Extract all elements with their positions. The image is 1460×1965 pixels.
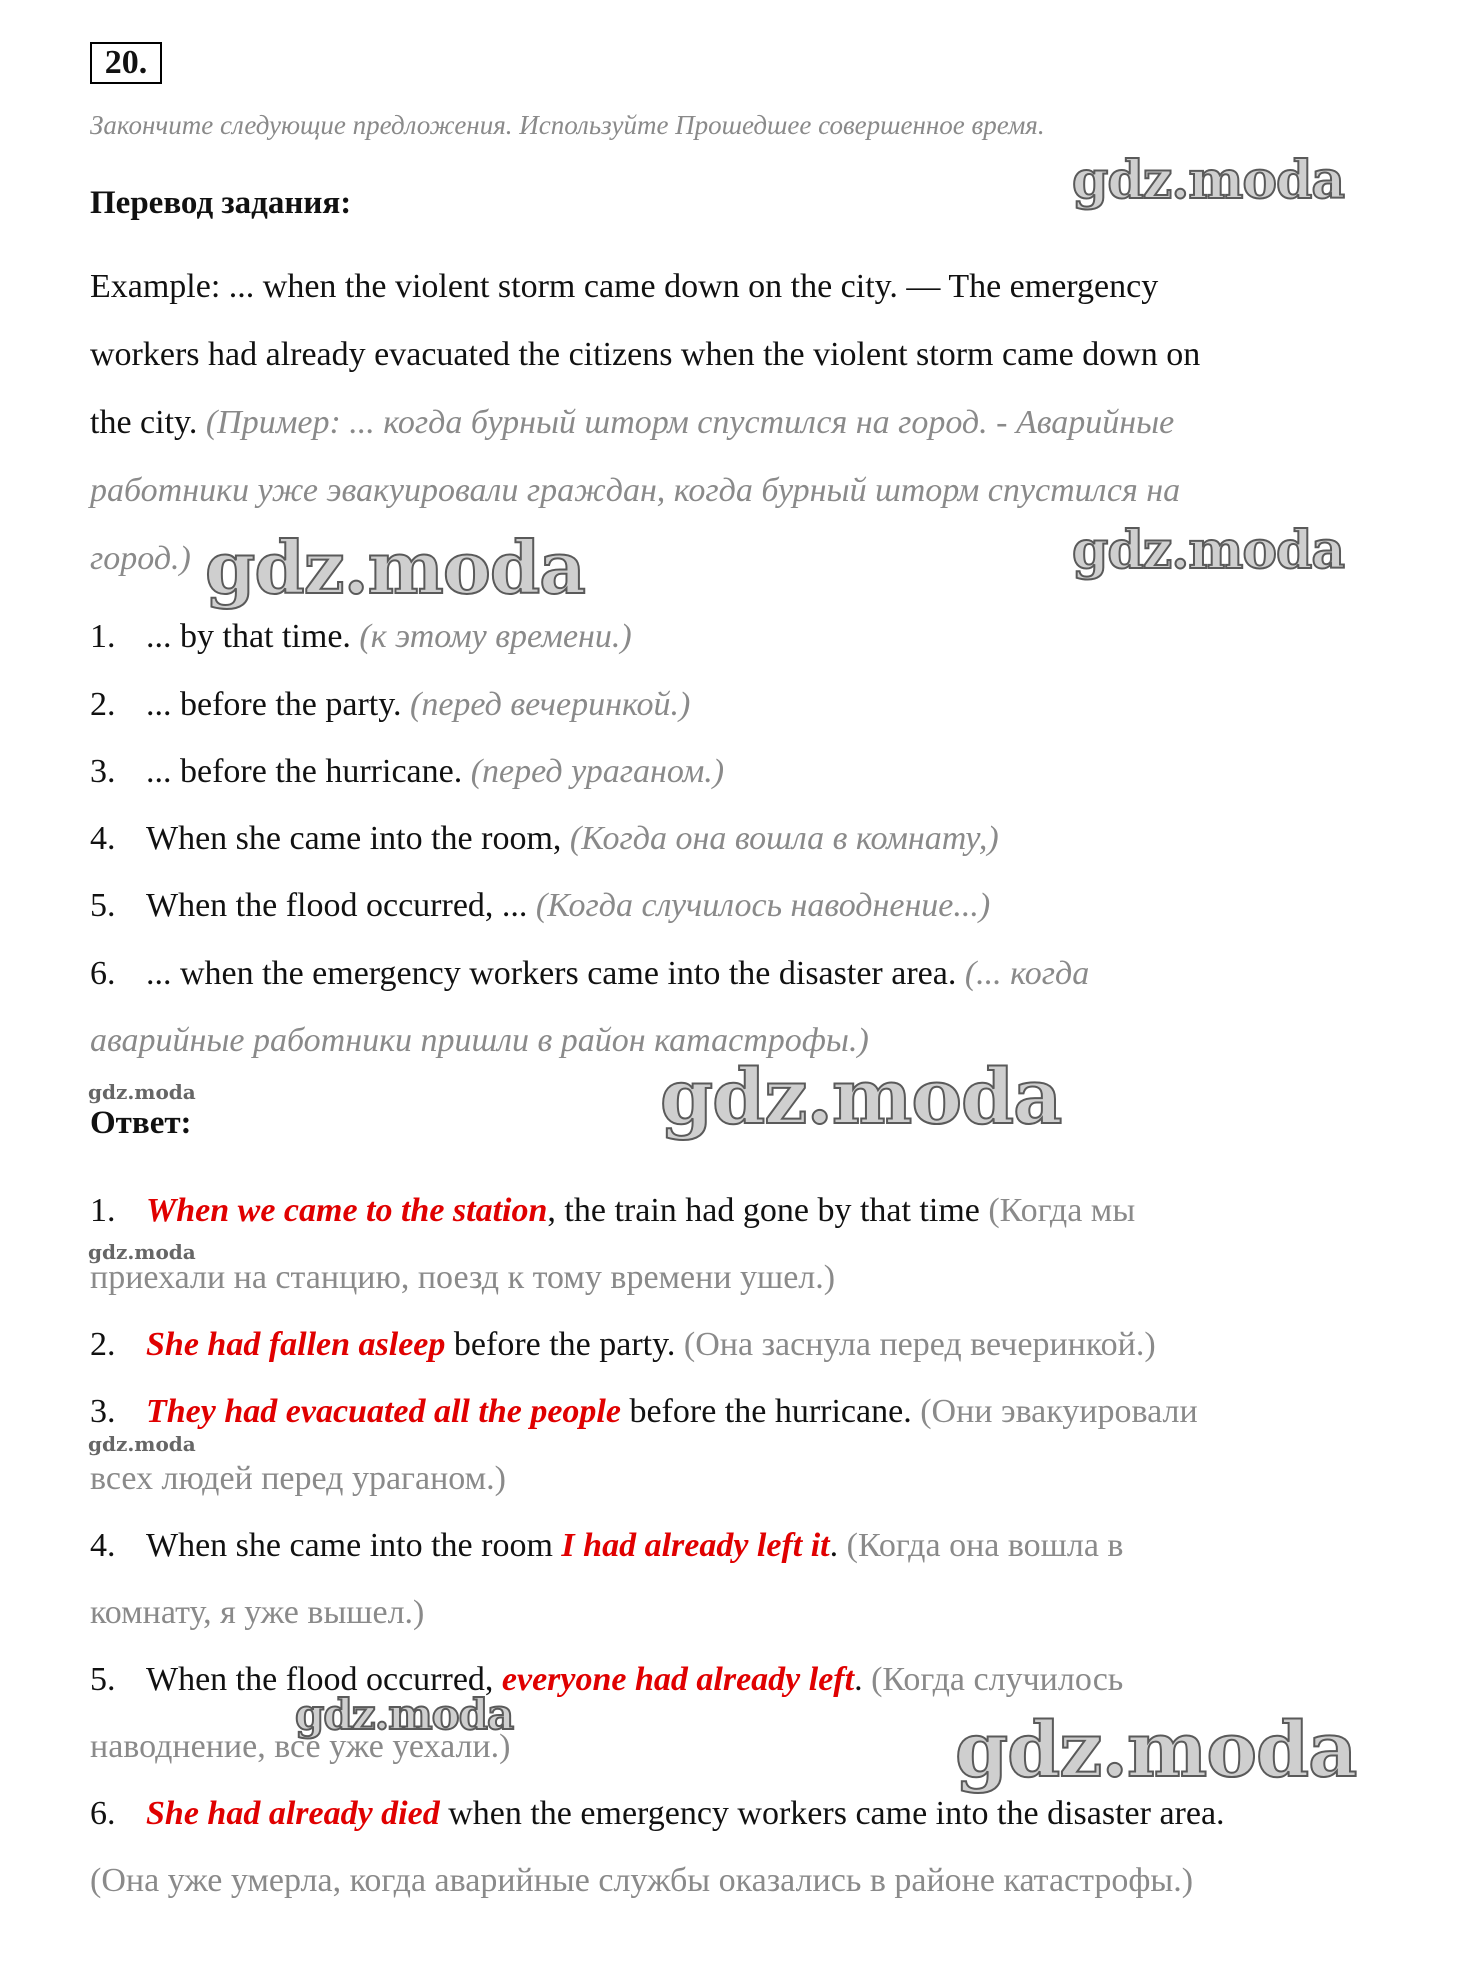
example-line-1: Example: ... when the violent storm came down on the city. — The emergency	[90, 268, 1159, 305]
example-en: the city.	[90, 404, 198, 441]
task-ru: (Когда случилось наводнение...)	[535, 887, 991, 924]
answer-item	[90, 1326, 1156, 1364]
answer-number: 5.	[90, 1661, 116, 1698]
task-item	[90, 618, 632, 656]
task-number-label: 6.	[90, 955, 116, 992]
answer-rest: , the train had gone by that time	[547, 1192, 980, 1229]
answer-item	[90, 1795, 1225, 1833]
task-en: ... before the hurricane.	[146, 753, 463, 790]
answer-rest: before the hurricane.	[620, 1393, 912, 1430]
answer-number: 6.	[90, 1795, 116, 1832]
answer-highlight: I had already left it	[561, 1527, 830, 1564]
task-number-label: 5.	[90, 887, 116, 924]
task-ru-continuation: аварийные работники пришли в район катастрофы.)	[90, 1022, 869, 1059]
answer-number: 3.	[90, 1393, 116, 1430]
watermark: gdz.moda	[1072, 150, 1345, 211]
answer-ru: (Они эвакуировали	[911, 1393, 1198, 1430]
answer-ru: (Когда случилось	[862, 1661, 1124, 1698]
task-en: ... by that time.	[146, 618, 351, 655]
task-item	[90, 955, 1089, 993]
answer-highlight: They had evacuated all the people	[146, 1393, 621, 1430]
task-ru: (... когда	[964, 955, 1090, 992]
task-en: When the flood occurred, ...	[146, 887, 528, 924]
answer-highlight: She had fallen asleep	[146, 1326, 446, 1363]
answer-highlight: When we came to the station	[146, 1192, 548, 1229]
watermark: gdz.moda	[660, 1052, 1062, 1141]
answer-highlight: everyone had already left	[501, 1661, 855, 1698]
task-en: ... when the emergency workers came into the disaster area.	[146, 955, 957, 992]
task-ru: (перед ураганом.)	[470, 753, 725, 790]
example-ru: (Пример: ... когда бурный шторм спустился на город. - Аварийные	[197, 404, 1175, 441]
watermark: gdz.moda	[295, 1690, 514, 1739]
answer-number: 4.	[90, 1527, 116, 1564]
watermark: gdz.moda	[955, 1705, 1357, 1794]
watermark-small: gdz.moda	[88, 1432, 196, 1456]
task-item	[90, 686, 690, 724]
answer-pre: When she came into the room	[146, 1527, 562, 1564]
answer-ru-continuation: (Она уже умерла, когда аварийные службы оказались в районе катастрофы.)	[90, 1862, 1194, 1899]
watermark-small: gdz.moda	[88, 1080, 196, 1104]
instruction: Закончите следующие предложения. Используйте Прошедшее совершенное время.	[90, 110, 1045, 140]
answer-number: 2.	[90, 1326, 116, 1363]
example-line-4: работники уже эвакуировали граждан, когда бурный шторм спустился на	[90, 472, 1181, 509]
answer-rest: .	[854, 1661, 863, 1698]
answer-rest: when the emergency workers came into the disaster area.	[439, 1795, 1225, 1832]
answer-rest: .	[829, 1527, 839, 1564]
example-line-5: город.)	[90, 540, 191, 577]
answer-ru-continuation: приехали на станцию, поезд к тому времени ушел.)	[90, 1259, 836, 1296]
answer-item	[90, 1192, 1135, 1230]
answer-ru: (Когда она вошла в	[838, 1527, 1124, 1564]
answer-ru: (Когда мы	[979, 1192, 1136, 1229]
task-item	[90, 753, 724, 791]
task-ru: (к этому времени.)	[359, 618, 632, 655]
answer-rest: before the party.	[445, 1326, 676, 1363]
answer-highlight: She had already died	[146, 1795, 440, 1832]
task-number-label: 1.	[90, 618, 116, 655]
task-item	[90, 887, 990, 925]
answer-item	[90, 1661, 1123, 1699]
task-ru: (Когда она вошла в комнату,)	[569, 820, 999, 857]
example-line-2: workers had already evacuated the citizens when the violent storm came down on	[90, 336, 1201, 373]
task-en: When she came into the room,	[146, 820, 562, 857]
answer-item	[90, 1527, 1123, 1565]
watermark: gdz.moda	[205, 525, 585, 610]
answer-heading: Ответ:	[90, 1105, 192, 1141]
answer-pre: When the flood occurred,	[146, 1661, 502, 1698]
answer-ru-continuation: комнату, я уже вышел.)	[90, 1594, 425, 1631]
task-number-label: 2.	[90, 686, 116, 723]
task-number-label: 4.	[90, 820, 116, 857]
answer-ru-continuation: всех людей перед ураганом.)	[90, 1460, 506, 1497]
task-number-label: 3.	[90, 753, 116, 790]
example-line-3	[90, 404, 1174, 442]
answer-item	[90, 1393, 1198, 1431]
task-en: ... before the party.	[146, 686, 402, 723]
answer-ru-continuation: наводнение, все уже уехали.)	[90, 1728, 511, 1765]
watermark-small: gdz.moda	[88, 1240, 196, 1264]
watermark: gdz.moda	[1072, 520, 1345, 581]
answer-ru: (Она заснула перед вечеринкой.)	[675, 1326, 1156, 1363]
translation-heading: Перевод задания:	[90, 185, 352, 221]
answer-number: 1.	[90, 1192, 116, 1229]
task-ru: (перед вечеринкой.)	[410, 686, 691, 723]
task-number: 20.	[90, 42, 162, 84]
task-item	[90, 820, 999, 858]
